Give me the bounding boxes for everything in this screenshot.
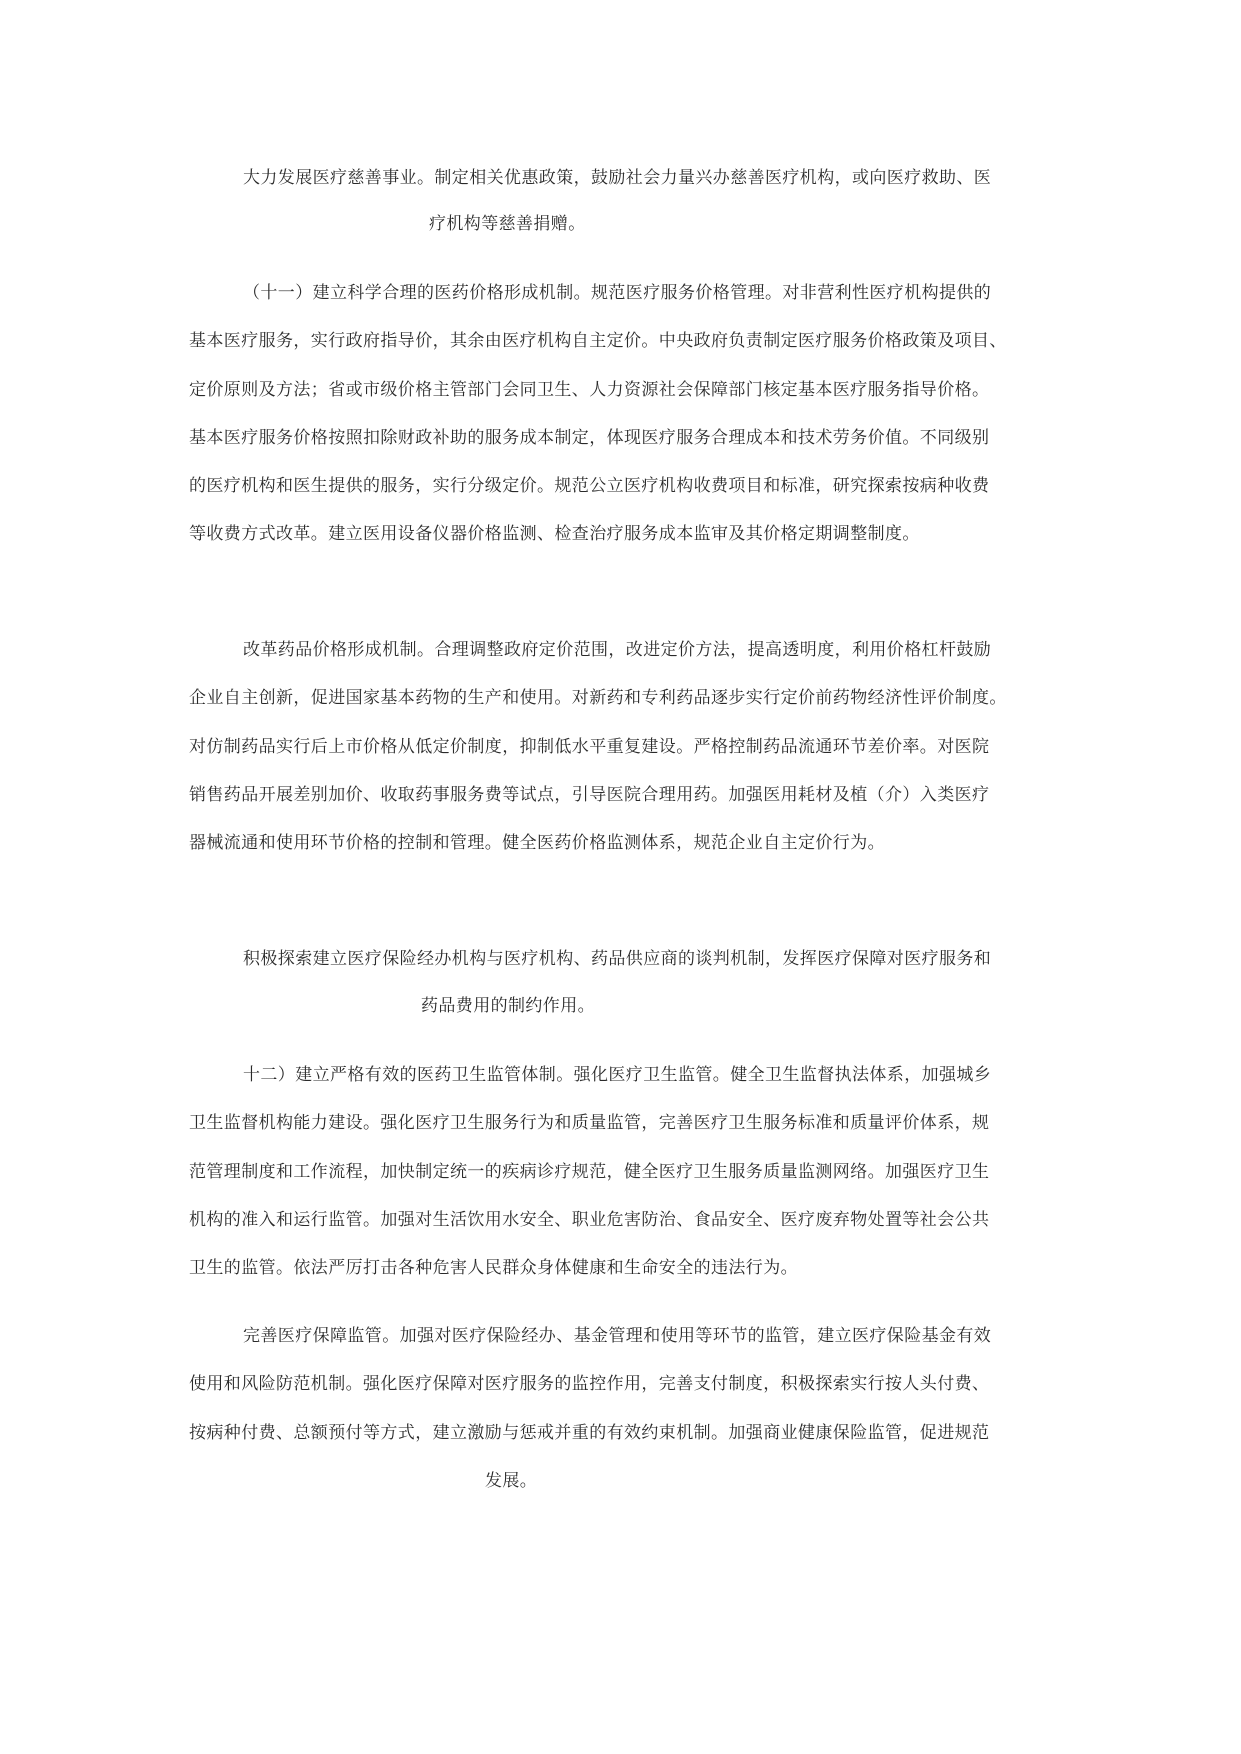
text-line: 定价原则及方法；省或市级价格主管部门会同卫生、人力资源社会保障部门核定基本医疗服务指导价格。: [189, 380, 990, 400]
text-line: 使用和风险防范机制。强化医疗保障对医疗服务的监控作用，完善支付制度，积极探索实行按人头付费、: [189, 1374, 990, 1394]
text-line: 按病种付费、总额预付等方式，建立激励与惩戒并重的有效约束机制。加强商业健康保险监管，促进规范: [189, 1423, 990, 1443]
text-line: 卫生的监管。依法严厉打击各种危害人民群众身体健康和生命安全的违法行为。: [189, 1258, 798, 1278]
text-line: 积极探索建立医疗保险经办机构与医疗机构、药品供应商的谈判机制，发挥医疗保障对医疗服务和: [243, 949, 992, 969]
text-line: 对仿制药品实行后上市价格从低定价制度，抑制低水平重复建设。严格控制药品流通环节差价率。对医院: [189, 737, 990, 757]
text-line: 销售药品开展差别加价、收取药事服务费等试点，引导医院合理用药。加强医用耗材及植（介）入类医疗: [189, 785, 990, 805]
text-line: （十一）建立科学合理的医药价格形成机制。规范医疗服务价格管理。对非营利性医疗机构提供的: [243, 283, 992, 303]
text-line: 基本医疗服务，实行政府指导价，其余由医疗机构自主定价。中央政府负责制定医疗服务价格政策及项目、: [189, 331, 1007, 351]
text-line: 范管理制度和工作流程，加快制定统一的疾病诊疗规范，健全医疗卫生服务质量监测网络。加强医疗卫生: [189, 1162, 990, 1182]
text-line: 大力发展医疗慈善事业。制定相关优惠政策，鼓励社会力量兴办慈善医疗机构，或向医疗救助、医: [243, 168, 992, 188]
text-line: 卫生监督机构能力建设。强化医疗卫生服务行为和质量监管，完善医疗卫生服务标准和质量评价体系，规: [189, 1113, 990, 1133]
text-line: 的医疗机构和医生提供的服务，实行分级定价。规范公立医疗机构收费项目和标准，研究探索按病种收费: [189, 476, 990, 496]
text-line: 发展。: [485, 1471, 538, 1491]
text-line: 企业自主创新，促进国家基本药物的生产和使用。对新药和专利药品逐步实行定价前药物经济性评价制度。: [189, 688, 1007, 708]
text-line: 改革药品价格形成机制。合理调整政府定价范围，改进定价方法，提高透明度，利用价格杠杆鼓励: [243, 640, 992, 660]
text-line: 药品费用的制约作用。: [421, 996, 595, 1016]
text-line: 完善医疗保障监管。加强对医疗保险经办、基金管理和使用等环节的监管，建立医疗保险基金有效: [243, 1326, 992, 1346]
text-line: 十二）建立严格有效的医药卫生监管体制。强化医疗卫生监管。健全卫生监督执法体系，加强城乡: [243, 1065, 992, 1085]
text-line: 等收费方式改革。建立医用设备仪器价格监测、检查治疗服务成本监审及其价格定期调整制度。: [189, 524, 920, 544]
text-line: 器械流通和使用环节价格的控制和管理。健全医药价格监测体系，规范企业自主定价行为。: [189, 833, 885, 853]
text-line: 基本医疗服务价格按照扣除财政补助的服务成本制定，体现医疗服务合理成本和技术劳务价值。不同级别: [189, 428, 990, 448]
text-line: 疗机构等慈善捐赠。: [429, 214, 586, 234]
text-line: 机构的准入和运行监管。加强对生活饮用水安全、职业危害防治、食品安全、医疗废弃物处置等社会公共: [189, 1210, 990, 1230]
